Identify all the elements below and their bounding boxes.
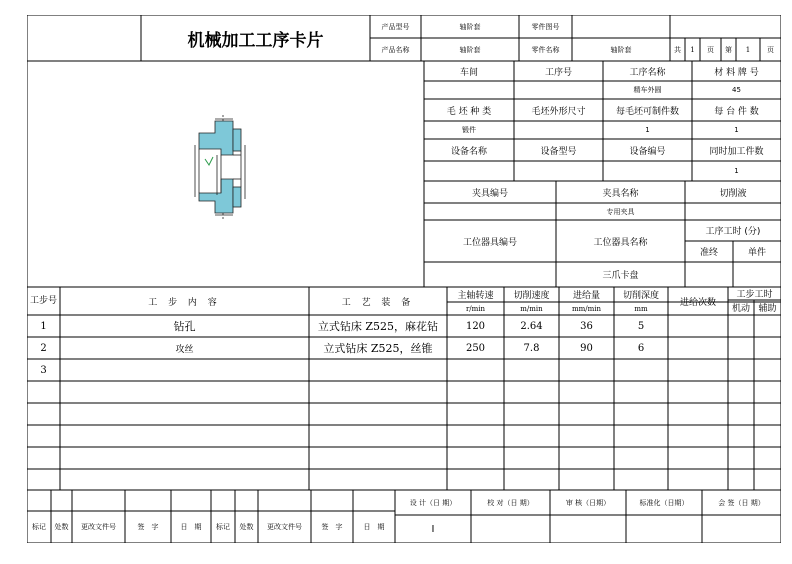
col-step-time: 工步工时	[736, 290, 773, 300]
surface-mark-icon	[205, 157, 213, 165]
design-entry: I	[431, 523, 435, 535]
col-cutting-speed-unit: m/min	[520, 304, 543, 313]
col-step-no: 工步号	[29, 295, 57, 306]
product-name-label: 产品名称	[381, 45, 410, 54]
sign-label: 会 签（日 期）	[718, 498, 765, 507]
row-1-no: 1	[40, 320, 47, 332]
design-label: 设 计（日 期）	[409, 498, 457, 507]
part-name-label: 零件名称	[531, 45, 560, 54]
mark-label: 标记	[32, 523, 46, 531]
sleeve-section-bottom	[199, 179, 233, 213]
col-machine-time: 机动	[731, 304, 750, 314]
row-1-depth: 5	[637, 320, 645, 332]
date-label-2: 日 期	[363, 523, 385, 531]
total-value: 1	[690, 45, 695, 54]
material-label: 材 料 牌 号	[714, 67, 759, 78]
part-drawing-no-value	[572, 15, 670, 38]
row-1-feed: 36	[580, 320, 593, 332]
sheet-label: 第	[725, 45, 732, 54]
equipment-no-label: 设备编号	[629, 146, 666, 157]
place-label-2: 处数	[239, 523, 254, 531]
col-passes: 进给次数	[679, 297, 716, 308]
date-label: 日 期	[180, 523, 202, 531]
standard-label: 标准化（日期）	[639, 498, 689, 507]
row-2-equipment: 立式钻床 Z525，丝锥	[323, 342, 433, 355]
page-label-2: 页	[767, 45, 774, 54]
col-depth-unit: mm	[634, 304, 648, 313]
sleeve-section-top	[199, 121, 233, 155]
row-1-equipment: 立式钻床 Z525，麻花钻	[317, 320, 439, 333]
doc-no-label: 更改文件号	[81, 523, 116, 531]
row-1-content: 钻孔	[173, 320, 196, 333]
simultaneous-label: 同时加工件数	[709, 146, 764, 157]
col-spindle-speed-unit: r/min	[465, 304, 486, 313]
sheet-value: 1	[745, 45, 751, 54]
station-tool-name-value: 三爪卡盘	[602, 271, 639, 281]
pieces-per-blank-value: 1	[645, 126, 650, 134]
col-content: 工 步 内 容	[148, 297, 221, 308]
signature-label-2: 签 字	[321, 523, 343, 531]
row-2-no: 2	[40, 342, 47, 354]
process-time-label: 工序工时 (分)	[705, 227, 761, 237]
product-model-value: 轴阶套	[459, 22, 481, 31]
row-2-feed: 90	[580, 342, 593, 354]
process-name-value: 精车外圆	[633, 86, 662, 94]
total-label: 共	[674, 45, 681, 54]
row-2-content: 攻丝	[175, 344, 194, 355]
product-name-value: 轴阶套	[459, 45, 481, 54]
coolant-label: 切削液	[719, 188, 747, 199]
flange-section-top	[233, 129, 241, 151]
fixture-name-label: 夹具名称	[602, 188, 639, 199]
part-name-value: 轴阶套	[610, 45, 632, 54]
card-title: 机械加工工序卡片	[187, 30, 324, 51]
fixture-no-label: 夹具编号	[471, 188, 508, 199]
flange-section-bottom	[233, 187, 241, 207]
material-value: 45	[732, 86, 741, 94]
col-depth: 切削深度	[622, 291, 659, 301]
equipment-model-label: 设备型号	[540, 146, 577, 157]
pieces-per-machine-value: 1	[734, 126, 739, 134]
col-spindle-speed: 主轴转速	[457, 291, 494, 301]
row-1-cut-speed: 2.64	[520, 320, 543, 332]
doc-no-label-2: 更改文件号	[267, 523, 302, 531]
prep-time-label: 准终	[699, 248, 718, 258]
col-equipment: 工 艺 装 备	[341, 297, 415, 308]
pieces-per-machine-label: 每 台 件 数	[714, 106, 759, 117]
station-tool-name-label: 工位器具名称	[593, 237, 648, 248]
place-label: 处数	[54, 523, 69, 531]
blank-type-value: 锻件	[462, 126, 476, 134]
part-drawing	[167, 115, 257, 240]
col-aux-time: 辅助	[758, 304, 777, 314]
equipment-name-label: 设备名称	[450, 146, 487, 157]
simultaneous-value: 1	[734, 167, 739, 175]
process-name-label: 工序名称	[629, 67, 666, 78]
workshop-label: 车间	[459, 67, 478, 78]
station-tool-no-label: 工位器具编号	[462, 237, 517, 248]
check-label: 校 对（日 期）	[487, 498, 534, 507]
row-2-cut-speed: 7.8	[523, 342, 540, 354]
part-drawing-no-label: 零件图号	[531, 22, 560, 31]
row-1-speed: 120	[465, 320, 486, 332]
blank-size-label: 毛坯外形尺寸	[531, 106, 586, 117]
review-label: 审 核（日期）	[565, 498, 611, 507]
process-card	[27, 15, 781, 543]
page-label: 页	[707, 45, 714, 54]
blank-type-label: 毛 坯 种 类	[446, 106, 492, 117]
col-feed-unit: mm/min	[571, 304, 602, 313]
unit-time-label: 单件	[747, 248, 766, 258]
row-2-speed: 250	[465, 342, 486, 354]
row-3-no: 3	[40, 364, 47, 376]
process-no-label: 工序号	[544, 67, 572, 78]
row-2-depth: 6	[637, 342, 645, 354]
signature-label: 签 字	[137, 523, 159, 531]
fixture-name-value: 专用夹具	[606, 207, 635, 216]
product-model-label: 产品型号	[381, 22, 410, 31]
mark-label-2: 标记	[216, 523, 230, 531]
pieces-per-blank-label: 每毛坯可制件数	[615, 106, 679, 117]
col-cutting-speed: 切削速度	[513, 291, 550, 301]
col-feed: 进给量	[572, 291, 600, 301]
